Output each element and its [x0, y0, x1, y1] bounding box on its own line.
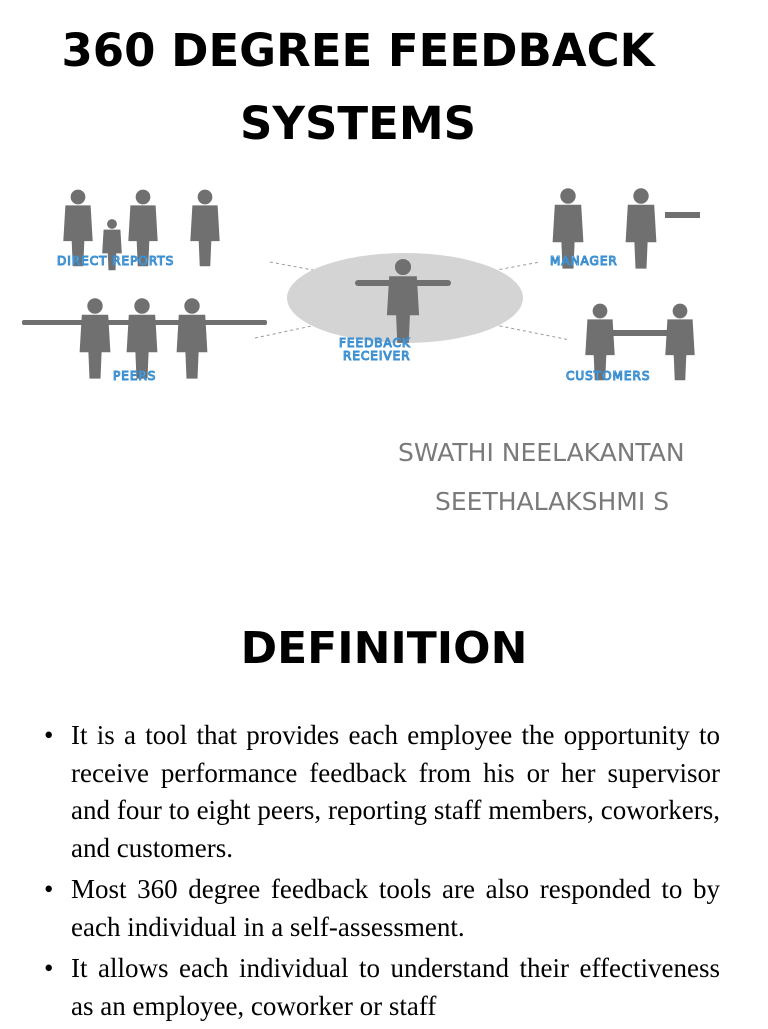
label-direct-reports: DIRECT REPORTS [57, 254, 175, 268]
feedback-diagram [0, 180, 768, 400]
bullet-dot-icon: • [44, 720, 54, 750]
label-receiver-line-2: RECEIVER [343, 349, 411, 363]
bullet-text: It is a tool that provides each employee the opportunity to receive performance feedback from his or her supervisor and four to eight peers, reporting staff members, coworkers, and customers. [71, 720, 720, 863]
bullet-dot-icon: • [44, 874, 54, 904]
label-customers: CUSTOMERS [566, 369, 651, 383]
author-1: SWATHI NEELAKANTAN [398, 438, 685, 467]
title-line-2: SYSTEMS [239, 97, 477, 150]
list-item [44, 717, 720, 867]
label-manager: MANAGER [550, 254, 618, 268]
bullet-dot-icon: • [44, 953, 54, 983]
definition-heading: DEFINITION [240, 623, 528, 674]
peers-icon [22, 298, 267, 378]
bullet-text: It allows each individual to understand their effectiveness as an employee, coworker or staff [71, 953, 720, 1021]
bullet-text: Most 360 degree feedback tools are also responded to by each individual in a self-assessment. [71, 874, 720, 942]
title-line-1: 360 DEGREE FEEDBACK [61, 24, 655, 77]
author-2: SEETHALAKSHMI S [435, 487, 670, 516]
list-item [44, 950, 720, 1025]
label-receiver-line-1: FEEDBACK [339, 336, 411, 350]
definition-bullet-list [44, 717, 720, 1029]
list-item [44, 871, 720, 946]
label-peers: PEERS [113, 369, 157, 383]
